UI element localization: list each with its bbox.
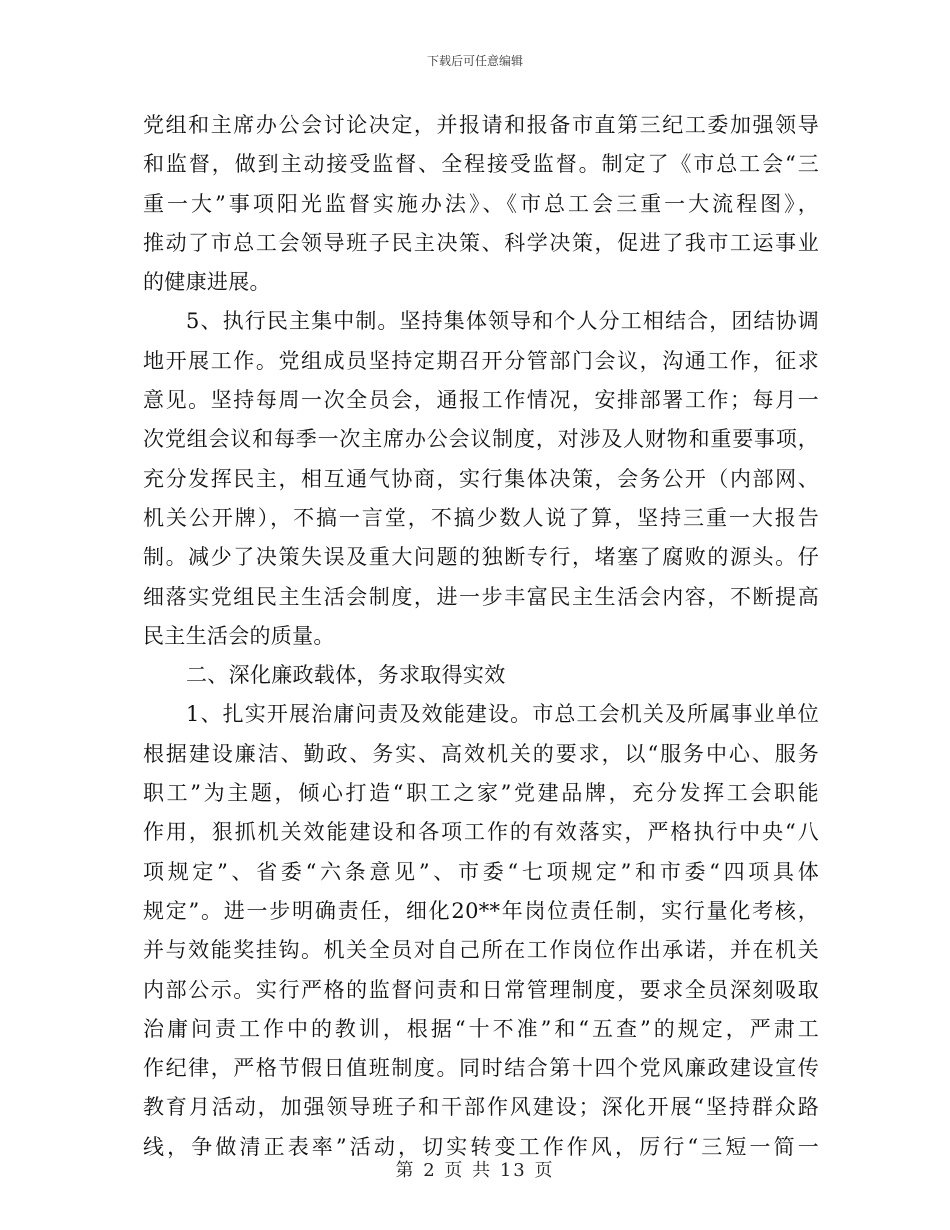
text-line: 作纪律，严格节假日值班制度。同时结合第十四个党风廉政建设宣传 [143,1056,819,1081]
text-line: 内部公示。实行严格的监督问责和日常管理制度，要求全员深刻吸取 [143,977,819,1002]
text-line: 民主生活会的质量。 [143,623,335,648]
text-line: 制。减少了决策失误及重大问题的独断专行，堵塞了腐败的源头。仔 [143,545,819,570]
document-body [143,106,819,1167]
text-line: 党组和主席办公会讨论决定，并报请和报备市直第三纪工委加强领导 [143,113,819,137]
text-line: 推动了市总工会领导班子民主决策、科学决策，促进了我市工运事业 [143,230,819,255]
text-line: 二、深化廉政载体，务求取得实效 [186,663,506,688]
text-line: 充分发挥民主，相互通气协商，实行集体决策，会务公开（内部网、 [143,466,819,491]
text-line: 职工”为主题，倾心打造“职工之家”党建品牌，充分发挥工会职能 [143,781,819,806]
text-line: 教育月活动，加强领导班子和干部作风建设；深化开展“坚持群众路 [143,1095,819,1120]
text-line: 项规定”、省委“六条意见”、市委“七项规定”和市委“四项具体 [143,859,819,884]
text-line: 线，争做清正表率”活动，切实转变工作作风，厉行“三短一简一 [143,1134,819,1159]
text-line: 和监督，做到主动接受监督、全程接受监督。制定了《市总工会“三 [143,152,819,177]
text-line: 的健康进展。 [143,270,271,295]
text-line: 细落实党组民主生活会制度，进一步丰富民主生活会内容，不断提高 [143,584,819,609]
text-line: 5、执行民主集中制。坚持集体领导和个人分工相结合，团结协调 [186,309,819,334]
page-header: 下载后可任意编辑 [426,54,523,68]
text-line: 重一大”事项阳光监督实施办法》、《市总工会三重一大流程图》， [143,191,819,216]
text-line: 地开展工作。党组成员坚持定期召开分管部门会议，沟通工作，征求 [143,348,819,373]
text-line: 1、扎实开展治庸问责及效能建设。市总工会机关及所属事业单位 [186,702,819,727]
text-line: 意见。坚持每周一次全员会，通报工作情况，安排部署工作；每月一 [143,388,819,413]
text-line: 机关公开牌），不搞一言堂，不搞少数人说了算，坚持三重一大报告 [143,505,819,530]
text-line: 根据建设廉洁、勤政、务实、高效机关的要求，以“服务中心、服务 [143,741,819,766]
text-line: 治庸问责工作中的教训，根据“十不准”和“五查”的规定，严肃工 [143,1016,819,1041]
text-line: 并与效能奖挂钩。机关全员对自己所在工作岗位作出承诺，并在机关 [143,938,819,963]
text-line: 规定”。进一步明确责任，细化20**年岗位责任制，实行量化考核， [143,898,819,923]
text-line: 次党组会议和每季一次主席办公会议制度，对涉及人财物和重要事项， [143,427,819,452]
text-line: 作用，狠抓机关效能建设和各项工作的有效落实，严格执行中央“八 [143,820,819,845]
page-number-footer: 第 2 页 共 13 页 [395,1160,555,1181]
